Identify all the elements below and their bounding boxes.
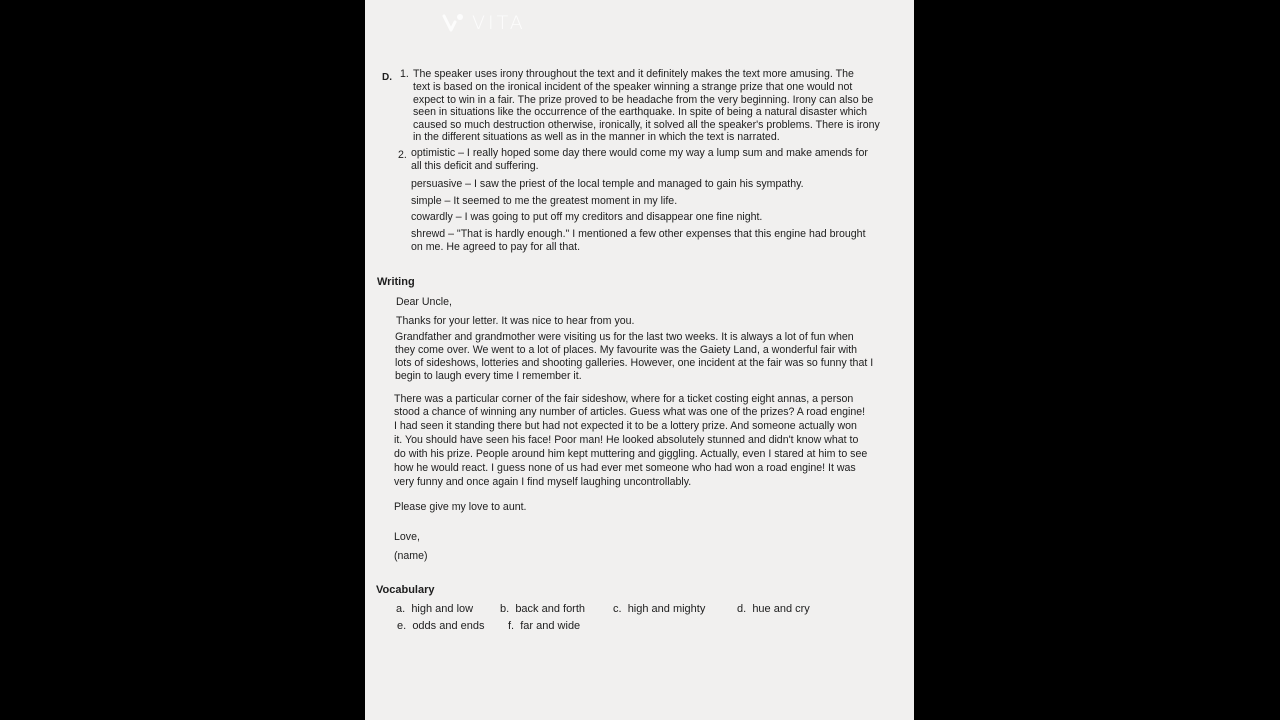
letter-paragraph-3: do with his prize. People around him kept muttering and giggling. Actually, even I stared at him to see (394, 448, 868, 460)
vocab-letter: f. (508, 620, 515, 632)
item-1-line: text is based on the ironical incident of the speaker winning a strange prize that one would not (413, 81, 853, 93)
letter-paragraph-3: There was a particular corner of the fair sideshow, where for a ticket costing eight annas, a person (394, 393, 854, 405)
vocab-text: high and mighty (627, 603, 706, 615)
letter-paragraph-2: begin to laugh every time I remember it. (395, 370, 582, 382)
vocab-text: high and low (411, 603, 474, 615)
item-1-line: seen in situations like the occurrence of the earthquake. In spite of being a natural disaster which (413, 106, 868, 118)
vocab-item-d (737, 603, 810, 615)
vita-logo-icon (442, 12, 468, 34)
writing-heading: Writing (377, 276, 415, 288)
letter-paragraph-3: I had seen it standing there but had not expected it to be a lottery prize. And someone actually won (394, 420, 857, 432)
item-1-line: in the different situations as well as in the manner in which the text is narrated. (413, 131, 780, 143)
letter-salutation: Dear Uncle, (396, 296, 452, 308)
vocab-item-a (396, 603, 473, 615)
letter-paragraph-2: lots of sideshows, lotteries and shooting galleries. However, one incident at the fair was so funny that I (395, 357, 874, 369)
letter-paragraph-3: how he would react. I guess none of us had ever met someone who had won a road engine! It was (394, 462, 856, 474)
scanned-page (365, 0, 914, 720)
answer-shrewd-cont: on me. He agreed to pay for all that. (411, 241, 581, 253)
item-1-line: The speaker uses irony throughout the text and it definitely makes the text more amusing. The (413, 68, 854, 80)
answer-persuasive: persuasive – I saw the priest of the local temple and managed to gain his sympathy. (411, 178, 804, 190)
vocab-item-e (397, 620, 484, 632)
watermark-text: VITA (472, 12, 526, 34)
letter-paragraph-4: Please give my love to aunt. (394, 501, 527, 513)
vocab-text: back and forth (515, 603, 586, 615)
vocab-text: far and wide (520, 620, 581, 632)
answer-optimistic-cont: all this deficit and suffering. (411, 160, 539, 172)
letter-paragraph-3: very funny and once again I find myself laughing uncontrollably. (394, 476, 692, 488)
item-1-line: caused so much destruction otherwise, ironically, it solved all the speaker's problems. There is irony (413, 119, 880, 131)
letter-paragraph-1: Thanks for your letter. It was nice to hear from you. (396, 315, 635, 327)
answer-cowardly: cowardly – I was going to put off my creditors and disappear one fine night. (411, 211, 763, 223)
answer-simple: simple – It seemed to me the greatest moment in my life. (411, 195, 678, 207)
section-d-label: D. (382, 72, 392, 83)
letter-paragraph-3: it. You should have seen his face! Poor man! He looked absolutely stunned and didn't know what to (394, 434, 859, 446)
letter-paragraph-2: they come over. We went to a lot of places. My favourite was the Gaiety Land, a wonderful fair with (395, 344, 858, 356)
letter-paragraph-2: Grandfather and grandmother were visiting us for the last two weeks. It is always a lot of fun when (395, 331, 854, 343)
vocab-letter: c. (613, 603, 622, 615)
item-1-line: expect to win in a fair. The prize proved to be headache from the very beginning. Irony can also be (413, 94, 874, 106)
vocab-text: odds and ends (412, 620, 485, 632)
item-1-number: 1. (400, 68, 409, 80)
vocab-letter: d. (737, 603, 747, 615)
answer-shrewd: shrewd – "That is hardly enough." I mentioned a few other expenses that this engine had brought (411, 228, 866, 240)
letter-closing: Love, (394, 531, 420, 543)
vocab-item-b (500, 603, 585, 615)
vita-watermark (442, 12, 526, 34)
vocab-letter: b. (500, 603, 510, 615)
item-2-number: 2. (398, 149, 407, 161)
vocabulary-heading: Vocabulary (376, 584, 435, 596)
letter-paragraph-3: stood a chance of winning any number of articles. Guess what was one of the prizes? A road engine! (394, 406, 866, 418)
vocab-item-f (508, 620, 580, 632)
vocab-letter: e. (397, 620, 407, 632)
vocab-item-c (613, 603, 705, 615)
answer-optimistic: optimistic – I really hoped some day there would come my way a lump sum and make amends for (411, 147, 868, 159)
vocab-letter: a. (396, 603, 406, 615)
letter-signature: (name) (394, 550, 428, 562)
vocab-text: hue and cry (752, 603, 810, 615)
